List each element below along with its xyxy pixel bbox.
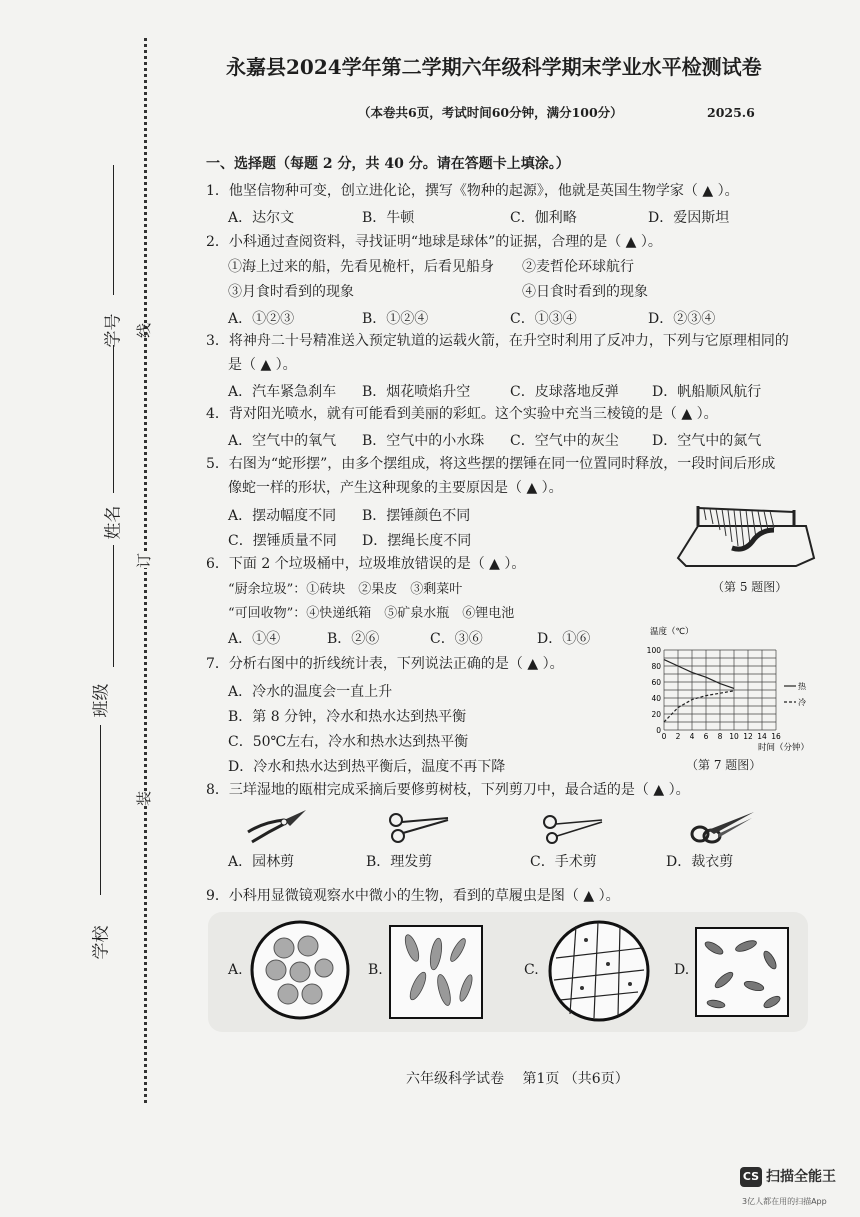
q6-stem: 6．下面 2 个垃圾桶中，垃圾堆放错误的是（ ▲ ）。: [206, 556, 526, 572]
q9-stem: 9．小科用显微镜观察水中微小的生物，看到的草履虫是图（ ▲ ）。: [206, 888, 620, 904]
q6-option-a[interactable]: A．①④: [228, 631, 281, 647]
q6-option-d[interactable]: D．①⑥: [537, 631, 591, 647]
q5-stem: 5．右图为“蛇形摆”，由多个摆组成，将这些摆的摆锤在同一位置同时释放，一段时间后形成: [206, 456, 776, 472]
margin-mark-zhuang: 装: [135, 790, 154, 807]
q7-option-d[interactable]: D．冷水和热水达到热平衡后，温度不再下降: [228, 759, 506, 775]
binding-dotted-line: [144, 38, 147, 1103]
margin-mark-xian: 线: [135, 322, 154, 339]
chart-x-tick-label: 10: [729, 732, 739, 741]
microscope-cells-c-image: [546, 918, 652, 1024]
exam-date: 2025.6: [707, 105, 755, 120]
q4-option-b[interactable]: B．空气中的小水珠: [362, 433, 485, 449]
section-heading: 一、选择题（每题 2 分，共 40 分。请在答题卡上填涂。）: [206, 156, 570, 172]
q5-option-b[interactable]: B．摆锤颜色不同: [362, 508, 471, 524]
q4-option-a[interactable]: A．空气中的氧气: [228, 433, 337, 449]
q4-option-d[interactable]: D．空气中的氮气: [652, 433, 762, 449]
q4-option-c[interactable]: C．空气中的灰尘: [510, 433, 619, 449]
q7-option-a[interactable]: A．冷水的温度会一直上升: [228, 684, 393, 700]
q6-recyclables: “可回收物”：④快递纸箱 ⑤矿泉水瓶 ⑥锂电池: [228, 606, 515, 621]
q2-option-c[interactable]: C．①③④: [510, 311, 577, 327]
q2-statement-4: ④日食时看到的现象: [522, 284, 648, 300]
chart-x-tick-label: 0: [661, 732, 667, 741]
q2-statement-3: ③月食时看到的现象: [228, 284, 354, 300]
page-title: 永嘉县2024学年第二学期六年级科学期末学业水平检测试卷: [226, 55, 762, 79]
chart-x-tick-label: 16: [771, 732, 781, 741]
q7-option-c[interactable]: C．50℃左右，冷水和热水达到热平衡: [228, 734, 469, 750]
q3-option-b[interactable]: B．烟花喷焰升空: [362, 384, 471, 400]
q9-option-b[interactable]: B.: [368, 962, 383, 978]
student-no-label: 学号: [103, 313, 124, 348]
q2-statement-2: ②麦哲伦环球航行: [522, 259, 634, 275]
chart-x-tick-label: 6: [703, 732, 709, 741]
q2-statement-1: ①海上过来的船，先看见桅杆，后看见船身: [228, 259, 494, 275]
chart-y-tick-label: 100: [646, 646, 661, 655]
snake-pendulum-figure: [676, 500, 816, 572]
chart-series-line-cold: [664, 691, 734, 722]
q4-stem: 4．背对阳光喷水，就有可能看到美丽的彩虹。这个实验中充当三棱镜的是（ ▲ ）。: [206, 406, 718, 422]
q5-option-c[interactable]: C．摆锤质量不同: [228, 533, 337, 549]
chart-y-tick-label: 40: [651, 694, 661, 703]
q3-option-d[interactable]: D．帆船顺风航行: [652, 384, 762, 400]
q5-option-a[interactable]: A．摆动幅度不同: [228, 508, 337, 524]
page-footer: 六年级科学试卷 第1页 （共6页）: [406, 1071, 629, 1087]
chart-x-tick-label: 12: [743, 732, 753, 741]
q6-kitchen-waste: “厨余垃圾”：①砖块 ②果皮 ③剩菜叶: [228, 582, 463, 597]
garden-shears-image: [244, 806, 310, 846]
margin-mark-ding: 订: [135, 552, 154, 569]
q2-option-d[interactable]: D．②③④: [648, 311, 716, 327]
q8-option-c[interactable]: C．手术剪: [530, 854, 597, 870]
scanner-logo-icon: CS: [740, 1167, 762, 1187]
scanner-brand: 扫描全能王: [766, 1169, 836, 1185]
chart-y-tick-label: 20: [651, 710, 661, 719]
q1-option-c[interactable]: C．伽利略: [510, 210, 577, 226]
q8-stem: 8．三垟湿地的瓯柑完成采摘后要修剪树枝，下列剪刀中，最合适的是（ ▲ ）。: [206, 782, 690, 798]
q9-option-c[interactable]: C.: [524, 962, 539, 978]
q3-stem-cont: 是（ ▲ ）。: [228, 357, 297, 373]
chart-y-tick-label: 60: [651, 678, 661, 687]
q6-option-c[interactable]: C．③⑥: [430, 631, 483, 647]
microscope-cells-a-image: [248, 918, 352, 1022]
q8-option-a[interactable]: A．园林剪: [228, 854, 295, 870]
q7-figure-caption: （第 7 题图）: [686, 758, 762, 772]
q3-stem: 3．将神舟二十号精准送入预定轨道的运载火箭，在升空时利用了反冲力，下列与它原理相同的: [206, 333, 789, 349]
q5-figure-caption: （第 5 题图）: [712, 580, 788, 594]
q1-option-b[interactable]: B．牛顿: [362, 210, 415, 226]
q8-option-d[interactable]: D．裁衣剪: [666, 854, 734, 870]
surgical-scissors-image: [540, 810, 606, 846]
scanner-tagline: 3亿人都在用的扫描App: [742, 1197, 827, 1206]
chart-x-tick-label: 8: [717, 732, 723, 741]
class-line: [100, 725, 101, 895]
q9-option-d[interactable]: D.: [674, 962, 690, 978]
q7-stem: 7．分析右图中的折线统计表，下列说法正确的是（ ▲ ）。: [206, 656, 564, 672]
q1-option-d[interactable]: D．爱因斯坦: [648, 210, 730, 226]
q5-option-d[interactable]: D．摆绳长度不同: [362, 533, 472, 549]
exam-info: （本卷共6页，考试时间60分钟，满分100分）: [358, 105, 623, 120]
q7-option-b[interactable]: B．第 8 分钟，冷水和热水达到热平衡: [228, 709, 467, 725]
student-no-line: [113, 165, 114, 295]
q8-option-b[interactable]: B．理发剪: [366, 854, 433, 870]
q2-stem: 2．小科通过查阅资料，寻找证明“地球是球体”的证据，合理的是（ ▲ ）。: [206, 234, 662, 250]
q2-option-b[interactable]: B．①②④: [362, 311, 429, 327]
q3-option-c[interactable]: C．皮球落地反弹: [510, 384, 619, 400]
q6-option-b[interactable]: B．②⑥: [327, 631, 380, 647]
class-label: 班级: [91, 683, 112, 718]
q3-option-a[interactable]: A．汽车紧急刹车: [228, 384, 337, 400]
name-line-top: [113, 345, 114, 493]
chart-x-tick-label: 4: [689, 732, 695, 741]
q2-option-a[interactable]: A．①②③: [228, 311, 295, 327]
q1-option-a[interactable]: A．达尔文: [228, 210, 295, 226]
name-line-bottom: [113, 545, 114, 667]
school-label: 学校: [91, 925, 112, 960]
chart-x-axis-label: 时间（分钟）: [758, 743, 810, 753]
chart-x-tick-label: 14: [757, 732, 767, 741]
chart-y-tick-label: 80: [651, 662, 661, 671]
chart-legend-label: 冷: [798, 698, 806, 707]
tailor-scissors-image: [688, 806, 758, 846]
chart-x-tick-label: 2: [675, 732, 681, 741]
q5-stem-cont: 像蛇一样的形状，产生这种现象的主要原因是（ ▲ ）。: [228, 480, 563, 496]
name-label: 姓名: [103, 505, 124, 540]
q9-option-a[interactable]: A.: [228, 962, 243, 978]
chart-legend-label: 热: [798, 682, 806, 691]
hair-scissors-image: [386, 810, 452, 846]
q1-stem: 1．他坚信物种可变，创立进化论，撰写《物种的起源》，他就是英国生物学家（ ▲ ）。: [206, 183, 739, 199]
microscope-cells-d-image: [694, 926, 790, 1018]
chart-y-axis-label: 温度（℃）: [650, 627, 694, 637]
temperature-line-chart: [640, 622, 810, 754]
chart-y-tick-label: 0: [656, 726, 661, 735]
microscope-cells-b-image: [388, 924, 484, 1020]
